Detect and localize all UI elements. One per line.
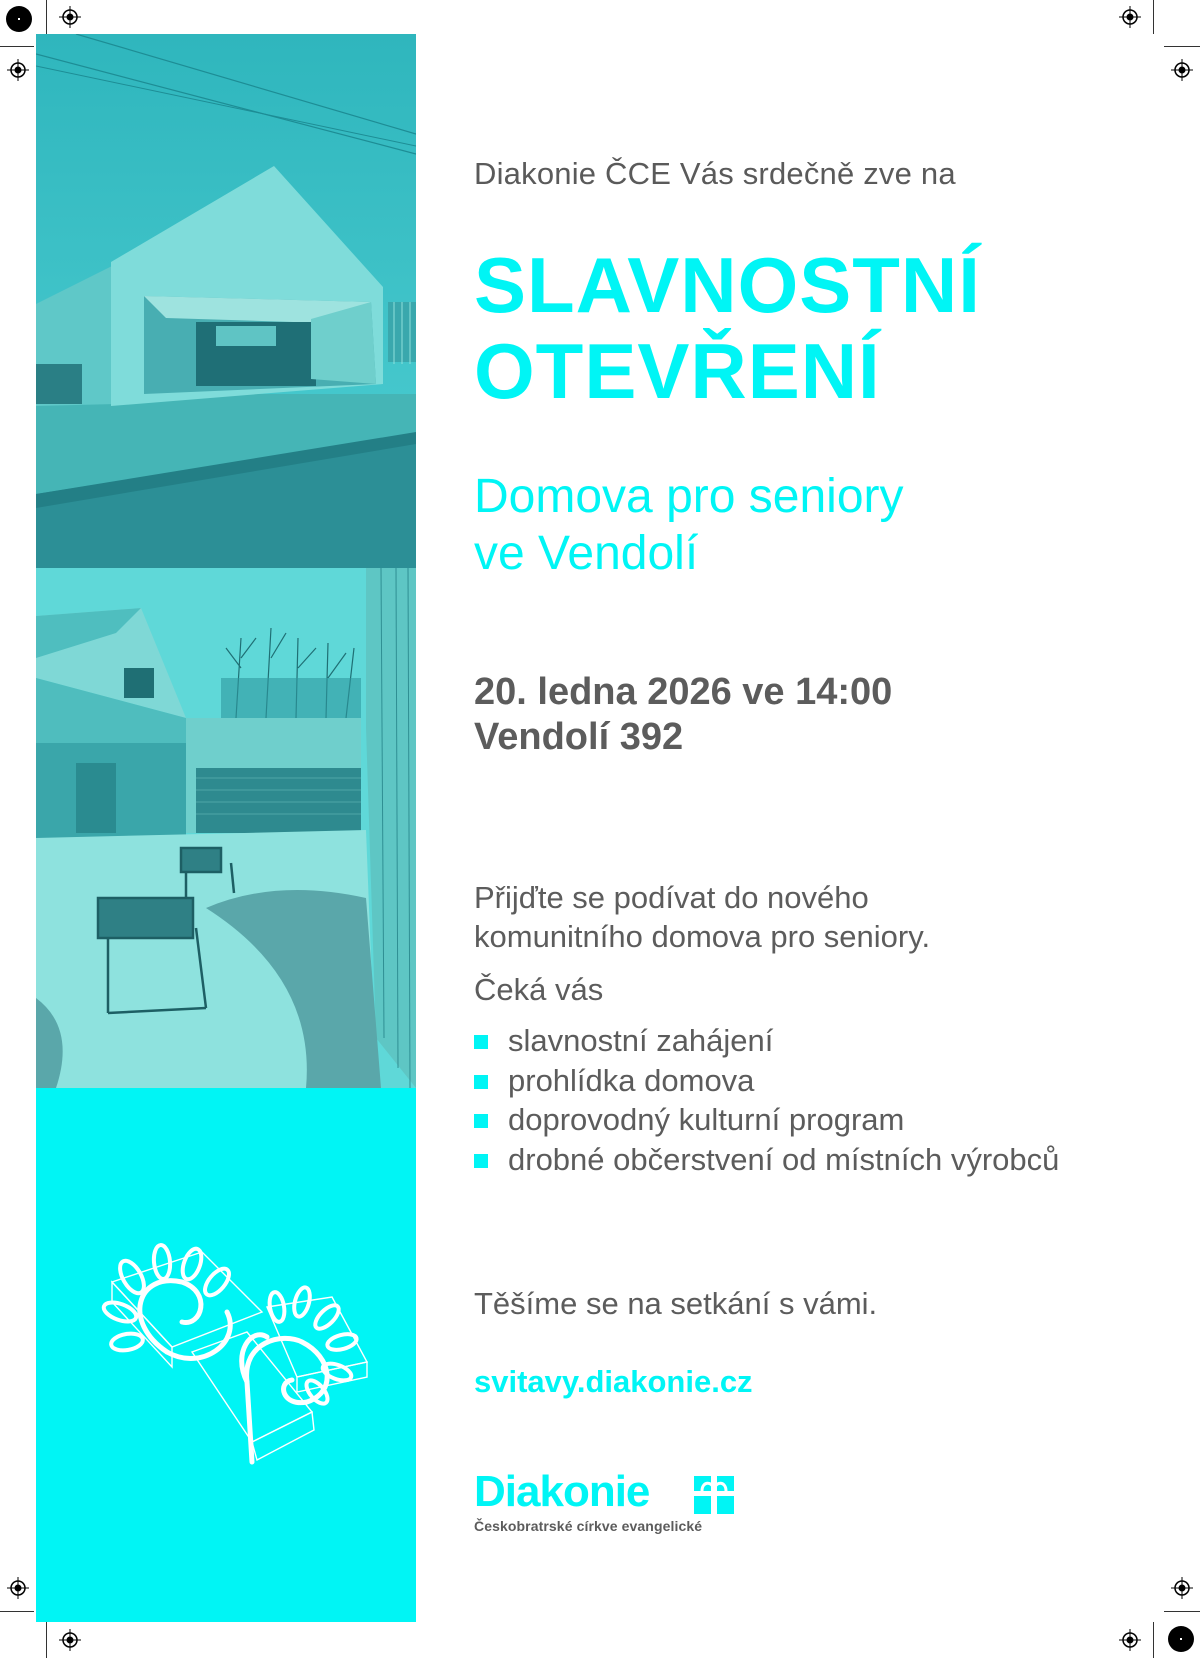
- registration-mark-icon: [1171, 59, 1193, 81]
- registration-mark-icon: [7, 1577, 29, 1599]
- registration-mark-icon: [1119, 1629, 1141, 1651]
- diakonie-logo: [474, 1467, 754, 1538]
- crop-line: [1153, 1622, 1154, 1658]
- registration-mark-icon: [7, 59, 29, 81]
- crop-line: [1153, 0, 1154, 34]
- description-line-2: komunitního domova pro seniory.: [474, 919, 931, 954]
- bullet-square-icon: [474, 1154, 488, 1168]
- event-date-time: 20. ledna 2026 ve 14:00: [474, 671, 893, 713]
- description-line-1: Přijďte se podívat do nového: [474, 880, 869, 915]
- bullet-square-icon: [474, 1075, 488, 1089]
- registration-mark-icon: [59, 1629, 81, 1651]
- program-item-label: prohlídka domova: [508, 1062, 755, 1098]
- event-details: [474, 670, 892, 760]
- print-registration-dot: [1168, 1626, 1194, 1652]
- crop-line: [0, 1611, 34, 1612]
- logo-wordmark: Diakonie: [474, 1467, 650, 1516]
- headline-line-1: SLAVNOSTNÍ: [474, 241, 981, 329]
- intro-text: Diakonie ČCE Vás srdečně zve na: [474, 156, 956, 191]
- image-column: [36, 34, 416, 1622]
- headline-line-2: OTEVŘENÍ: [474, 327, 881, 415]
- crop-line: [0, 46, 34, 47]
- registration-mark-icon: [59, 6, 81, 28]
- program-intro: Čeká vás: [474, 972, 604, 1007]
- description: [474, 878, 930, 956]
- subheadline: [474, 468, 904, 582]
- crop-line: [1164, 46, 1200, 47]
- headline: [474, 242, 981, 414]
- program-item-label: drobné občerstvení od místních výrobců: [508, 1141, 1060, 1177]
- logo-subtitle: Českobratrské církve evangelické: [474, 1518, 703, 1534]
- program-item-label: slavnostní zahájení: [508, 1023, 774, 1058]
- heart-flower-motif-icon: [92, 1242, 392, 1502]
- subheadline-line-2: ve Vendolí: [474, 527, 699, 580]
- program-item: [474, 1061, 1068, 1101]
- crop-line: [46, 0, 47, 34]
- program-item: [474, 1021, 1068, 1061]
- registration-mark-icon: [1119, 6, 1141, 28]
- registration-mark-icon: [1171, 1577, 1193, 1599]
- diakonie-cross-icon: [694, 1476, 734, 1514]
- crop-line: [1164, 1611, 1200, 1612]
- website-link[interactable]: svitavy.diakonie.cz: [474, 1364, 753, 1399]
- print-registration-dot: [6, 6, 32, 32]
- event-address: Vendolí 392: [474, 716, 684, 758]
- building-exterior-photo: [36, 34, 416, 568]
- bullet-square-icon: [474, 1114, 488, 1128]
- program-item: [474, 1140, 1068, 1180]
- closing-text: Těšíme se na setkání s vámi.: [474, 1286, 878, 1321]
- subheadline-line-1: Domova pro seniory: [474, 470, 904, 523]
- program-list: [474, 1021, 1068, 1179]
- bullet-square-icon: [474, 1035, 488, 1049]
- program-item: [474, 1100, 1068, 1140]
- crop-line: [46, 1622, 47, 1658]
- program-item-label: doprovodný kulturní program: [508, 1102, 905, 1137]
- courtyard-photo: [36, 568, 416, 1088]
